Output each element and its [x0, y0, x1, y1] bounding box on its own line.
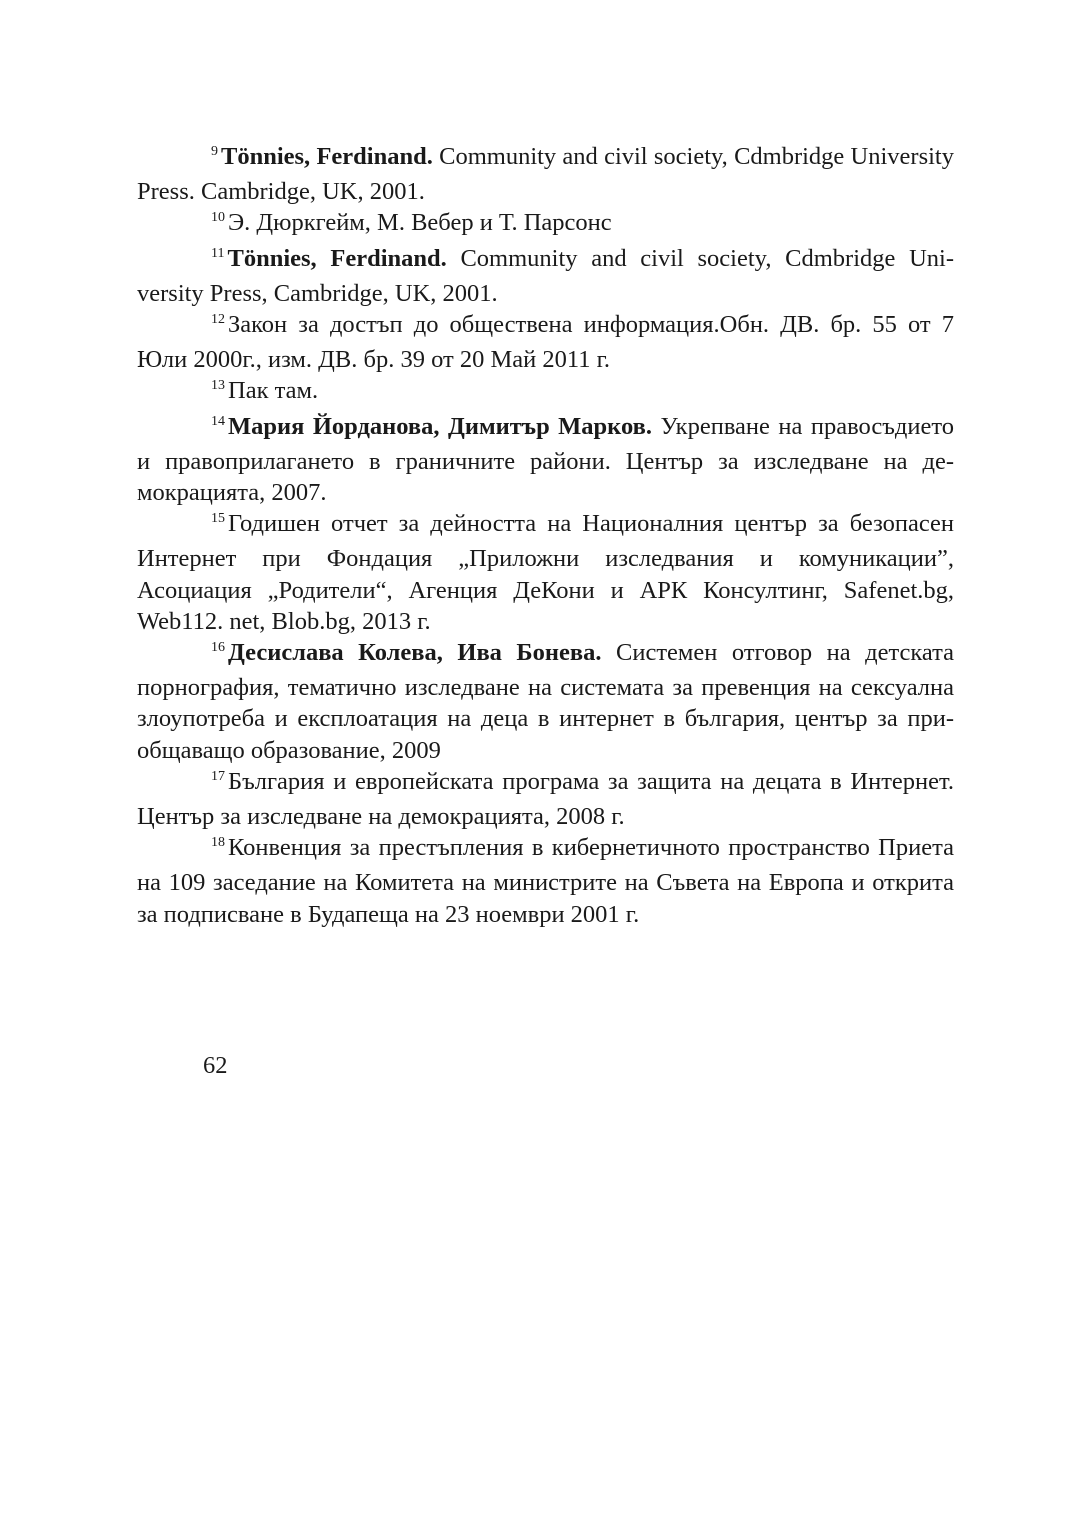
- footnote-author: Tönnies, Ferdinand.: [221, 143, 433, 170]
- footnote-number: 16: [211, 640, 225, 656]
- footnote-text: Укрепване на правосъдието и правоприлагането в граничните райони. Център за изследване на демокрацията, 2007.: [137, 412, 955, 507]
- footnote-number: 13: [211, 378, 225, 394]
- footnote-14: [137, 411, 954, 509]
- footnotes-block: [137, 141, 954, 930]
- footnote-number: 14: [211, 413, 225, 429]
- footnote-16: [137, 637, 954, 766]
- footnote-number: 15: [211, 511, 225, 527]
- footnote-text: Пак там.: [228, 377, 319, 405]
- footnote-author: Tönnies, Ferdinand.: [227, 244, 447, 272]
- footnote-author: Десислава Колева, Ива Бонева.: [228, 639, 602, 667]
- footnote-11: [137, 243, 954, 309]
- footnote-15: [137, 508, 954, 637]
- footnote-text: България и европейската програма за защита на децата в Интернет. Център за изследване на демокрацията, 2008 г.: [137, 767, 954, 831]
- footnote-number: 17: [211, 768, 225, 784]
- footnote-12: [137, 309, 954, 375]
- footnote-13: [137, 375, 954, 410]
- footnote-17: [137, 766, 954, 832]
- footnote-18: [137, 832, 954, 930]
- footnote-9: [137, 141, 954, 207]
- footnote-number: 12: [211, 312, 225, 328]
- footnote-number: 9: [211, 144, 218, 159]
- footnote-text: Community and civil society, Cdmbridge University Press, Cambridge, UK, 2001.: [137, 244, 954, 307]
- footnote-10: [137, 207, 954, 242]
- footnote-number: 18: [211, 835, 225, 851]
- footnote-number: 10: [211, 210, 225, 226]
- page-number: 62: [203, 1052, 228, 1079]
- footnote-text: Community and civil society, Cdmbridge University Press. Cambridge, UK, 2001.: [137, 143, 954, 206]
- footnote-text: Конвенция за престъпления в кибернетичното пространство Приета на 109 заседание на Комитета на министрите на Съвета на Европа и открита за подписване в Будапеща на 23 ноември 2001 г.: [137, 834, 954, 928]
- footnote-text: Э. Дюркгейм, М. Вебер и Т. Парсонс: [228, 209, 612, 237]
- footnote-text: Закон за достъп до обществена информация.Обн. ДВ. бр. 55 от 7 Юли 2000г., изм. ДВ. бр. 39 от 20 Май 2011 г.: [137, 311, 954, 374]
- footnote-number: 11: [211, 245, 225, 261]
- footnote-text: Годишен отчет за дейността на Националния център за безопасен Интернет при Фондация „Приложни изследвания и комуникации”, Асоциация „Родители“, Агенция ДеКони и АРК Консултинг, Safenet.bg, Web112. net, Blob.bg, 2013 г.: [137, 510, 954, 635]
- footnote-author: Мария Йорданова, Димитър Марков.: [228, 412, 652, 440]
- footnote-text: Системен отговор на детската порнография, тематично изследване на системата за превенция на сексуална злоупотреба и експлоатация на деца в интернет в българия, център за приобщаващо образование, 2009: [137, 639, 955, 764]
